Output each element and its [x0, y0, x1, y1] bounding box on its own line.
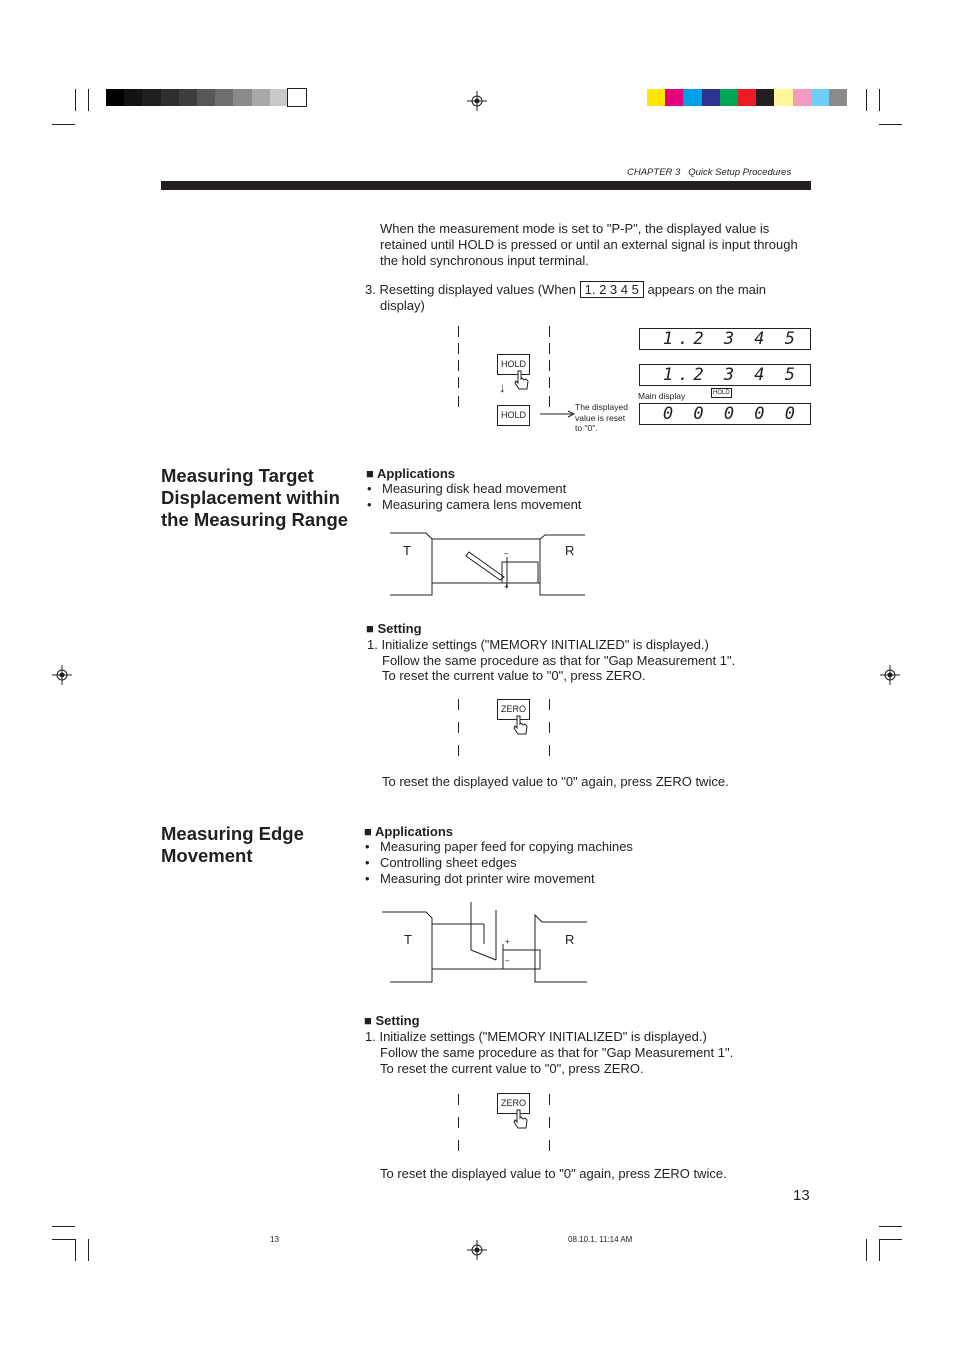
reset-value-box: 1. 2 3 4 5 — [580, 281, 644, 298]
section1-label-minus: – — [504, 549, 509, 558]
hold-key-2: HOLD — [497, 405, 530, 426]
color-swatch — [161, 89, 179, 106]
page-number: 13 — [793, 1187, 810, 1204]
slug-timestamp: 08.10.1, 11:14 AM — [568, 1235, 633, 1244]
color-swatch — [720, 89, 738, 106]
heading-line: the Measuring Range — [161, 509, 349, 530]
list-item: • Controlling sheet edges — [365, 855, 517, 870]
section2-setting-title: ■ Setting — [364, 1013, 420, 1028]
reset-note-line: value is reset — [575, 412, 626, 423]
section1-applications-title: ■ Applications — [366, 466, 456, 481]
section2-label-plus: + — [505, 937, 510, 946]
section1-footer-note: To reset the displayed value to "0" again, press ZERO twice. — [382, 774, 729, 789]
section2-setting-line3: To reset the current value to "0", press ZERO. — [380, 1061, 644, 1076]
square-bullet-icon: ■ — [364, 1013, 372, 1028]
finger-press-icon — [513, 369, 531, 391]
color-swatch — [829, 89, 847, 106]
display-value: 0 0 0 0 0 — [662, 404, 800, 424]
color-swatch — [665, 89, 683, 106]
section1-applications-list — [367, 481, 581, 513]
square-bullet-icon: ■ — [366, 466, 374, 481]
section1-sensor-diagram — [380, 530, 590, 600]
heading-line: Measuring Edge — [161, 823, 304, 844]
main-display-3 — [639, 403, 811, 425]
square-bullet-icon: ■ — [364, 824, 372, 839]
section2-heading — [161, 823, 304, 867]
heading-line: Measuring Target — [161, 465, 314, 486]
color-swatch — [702, 89, 720, 106]
chapter-title: Quick Setup Procedures — [688, 167, 792, 178]
color-swatch — [811, 89, 829, 106]
registration-mark-left — [52, 665, 72, 685]
color-swatch — [179, 89, 197, 106]
right-arrow-icon — [540, 409, 576, 419]
registration-mark-bottom — [467, 1240, 487, 1260]
color-swatch — [793, 89, 811, 106]
registration-mark-top — [467, 91, 487, 111]
color-swatch — [252, 89, 270, 106]
section2-applications-list — [365, 839, 633, 887]
list-item: • Measuring camera lens movement — [367, 497, 582, 512]
section2-label-minus: – — [505, 956, 510, 965]
registration-mark-right — [880, 665, 900, 685]
reset-step-prefix: 3. Resetting displayed values (When — [365, 282, 577, 297]
section1-setting-line2: Follow the same procedure as that for "Gap Measurement 1". — [382, 653, 736, 668]
hold-key-1: HOLD — [497, 354, 530, 375]
reset-note-line: The displayed — [575, 402, 628, 412]
list-item: • Measuring disk head movement — [367, 481, 567, 496]
chapter-label: CHAPTER 3 — [627, 167, 681, 178]
running-header — [627, 168, 791, 178]
section2-setting-line1: 1. Initialize settings ("MEMORY INITIALIZED" is displayed.) — [365, 1029, 707, 1044]
hold-indicator: HOLD — [713, 390, 730, 396]
reset-note-line: to "0". — [575, 423, 598, 433]
color-swatch — [197, 89, 215, 106]
reset-step-line2: display) — [380, 298, 425, 313]
color-swatch — [124, 89, 142, 106]
display-value: 1.2 3 4 5 — [662, 329, 800, 349]
heading-line: Displacement within — [161, 487, 340, 508]
reset-step-suffix: appears on the main — [647, 282, 767, 297]
color-swatch — [233, 89, 251, 106]
section2-label-t: T — [404, 932, 412, 947]
color-swatch — [288, 89, 306, 106]
section2-applications-title: ■ Applications — [364, 824, 454, 839]
section1-heading — [161, 465, 348, 531]
heading-line: Movement — [161, 845, 253, 866]
zero-key: ZERO — [497, 1093, 530, 1114]
down-arrow-icon: ↓ — [499, 380, 506, 395]
section2-setting-line2: Follow the same procedure as that for "Gap Measurement 1". — [380, 1045, 734, 1060]
zero-key: ZERO — [497, 699, 530, 720]
color-swatch — [142, 89, 160, 106]
main-display-1 — [639, 328, 811, 350]
color-swatch — [683, 89, 701, 106]
color-swatch — [738, 89, 756, 106]
display-value: 1.2 3 4 5 — [662, 365, 800, 385]
intro-line: retained until HOLD is pressed or until an external signal is input through — [380, 237, 798, 252]
section2-footer-note: To reset the displayed value to "0" again, press ZERO twice. — [380, 1166, 727, 1181]
color-swatch — [270, 89, 288, 106]
reset-note — [575, 402, 628, 434]
section1-label-r: R — [565, 543, 575, 558]
section1-label-t: T — [403, 543, 411, 558]
color-swatch — [106, 89, 124, 106]
section1-setting-title: ■ Setting — [366, 621, 422, 636]
list-item: • Measuring dot printer wire movement — [365, 871, 595, 886]
header-rule — [161, 181, 811, 190]
main-display-2 — [639, 364, 811, 386]
section1-label-plus: + — [504, 582, 509, 591]
color-swatch — [756, 89, 774, 106]
square-bullet-icon: ■ — [366, 621, 374, 636]
intro-line: When the measurement mode is set to "P-P", the displayed value is — [380, 221, 770, 236]
finger-press-icon — [512, 1108, 530, 1130]
intro-paragraph — [380, 221, 798, 269]
intro-line: the hold synchronous input terminal. — [380, 253, 589, 268]
reset-step — [365, 282, 766, 298]
color-swatch — [774, 89, 792, 106]
list-item: • Measuring paper feed for copying machines — [365, 839, 633, 854]
main-display-label: Main display — [638, 391, 686, 401]
section2-label-r: R — [565, 932, 575, 947]
section1-setting-line3: To reset the current value to "0", press ZERO. — [382, 668, 646, 683]
slug-page: 13 — [270, 1235, 279, 1244]
color-swatch — [215, 89, 233, 106]
section1-setting-line1: 1. Initialize settings ("MEMORY INITIALIZED" is displayed.) — [367, 637, 709, 652]
finger-press-icon — [512, 714, 530, 736]
color-swatch — [647, 89, 665, 106]
